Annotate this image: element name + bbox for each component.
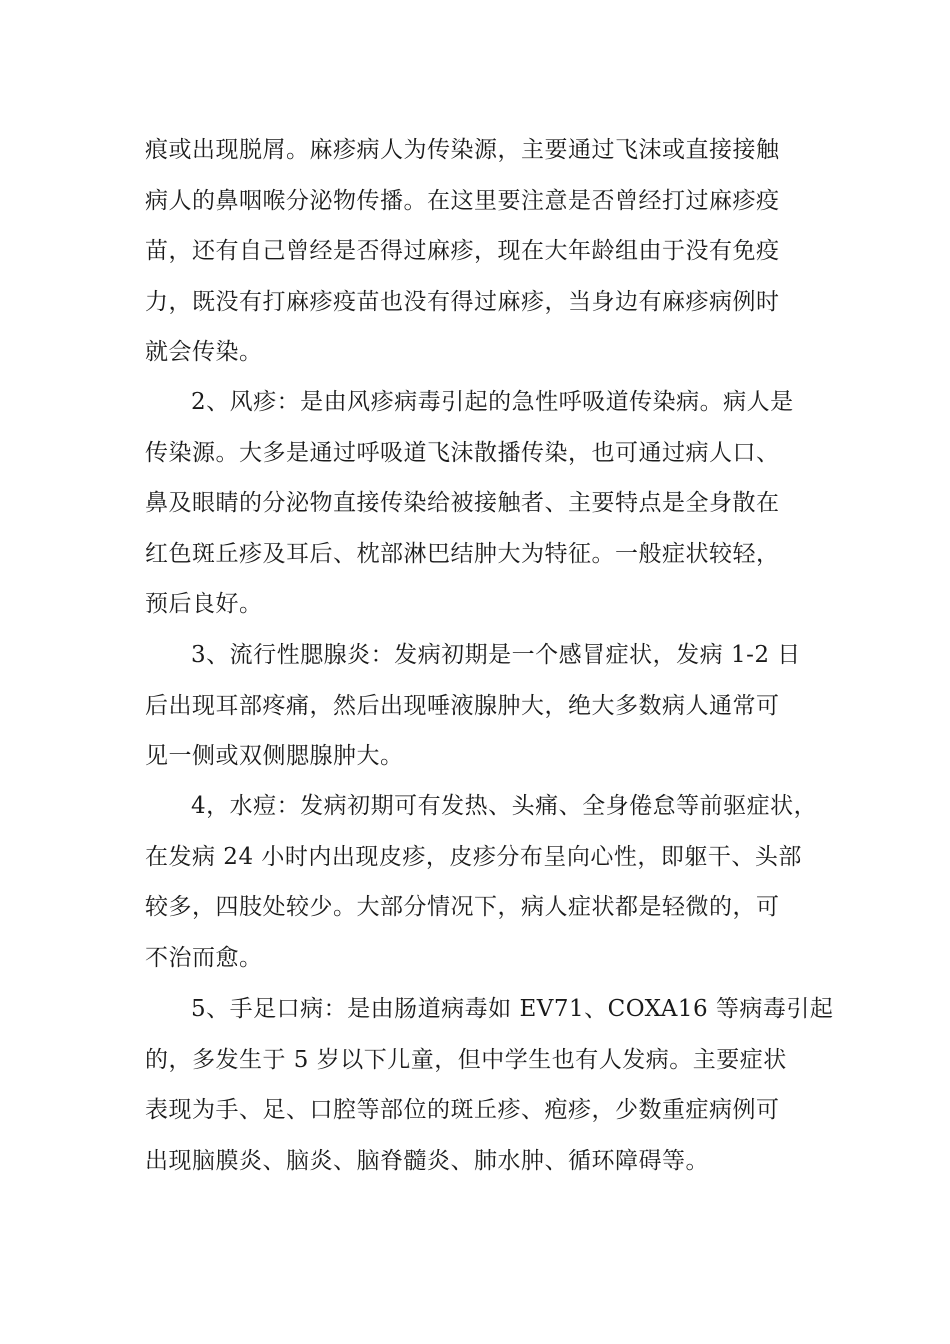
text-line: 的，多发生于 5 岁以下儿童，但中学生也有人发病。主要症状: [145, 1046, 787, 1073]
text-line: 预后良好。: [145, 591, 263, 617]
paragraph-chickenpox: [145, 781, 818, 983]
paragraph-measles-continued: [145, 125, 810, 378]
text-line: 鼻及眼睛的分泌物直接传染给被接触者、主要特点是全身散在: [145, 490, 780, 516]
text-line: 3、流行性腮腺炎：发病初期是一个感冒症状，发病 1-2 日: [191, 642, 801, 668]
text-line: 4，水痘：发病初期可有发热、头痛、全身倦怠等前驱症状，: [191, 793, 818, 819]
text-line: 出现脑膜炎、脑炎、脑脊髓炎、肺水肿、循环障碍等。: [145, 1147, 709, 1174]
text-line: 后出现耳部疼痛，然后出现唾液腺肿大，绝大多数病人通常可: [145, 692, 780, 719]
text-line: 苗，还有自己曾经是否得过麻疹，现在大年龄组由于没有免疫: [145, 238, 780, 264]
text-line: 病人的鼻咽喉分泌物传播。在这里要注意是否曾经打过麻疹疫: [145, 187, 780, 214]
text-line: 传染源。大多是通过呼吸道飞沫散播传染，也可通过病人口、: [145, 439, 780, 466]
text-line: 红色斑丘疹及耳后、枕部淋巴结肿大为特征。一般症状较轻，: [145, 540, 780, 567]
text-line: 就会传染。: [145, 339, 263, 365]
text-line: 5、手足口病：是由肠道病毒如 EV71、COXA16 等病毒引起: [191, 996, 834, 1022]
text-line: 不治而愈。: [145, 944, 263, 971]
text-line: 痕或出现脱屑。麻疹病人为传染源，主要通过飞沫或直接接触: [145, 137, 780, 163]
text-line: 2、风疹：是由风疹病毒引起的急性呼吸道传染病。病人是: [191, 389, 794, 415]
text-line: 力，既没有打麻疹疫苗也没有得过麻疹，当身边有麻疹病例时: [145, 288, 780, 315]
paragraph-rubella: [145, 377, 810, 630]
text-line: 表现为手、足、口腔等部位的斑丘疹、疱疹，少数重症病例可: [145, 1097, 780, 1123]
paragraph-hand-foot-mouth: [145, 984, 834, 1186]
text-line: 见一侧或双侧腮腺肿大。: [145, 743, 404, 769]
paragraph-mumps: [145, 630, 810, 782]
text-line: 在发病 24 小时内出现皮疹，皮疹分布呈向心性，即躯干、头部: [145, 843, 802, 870]
text-line: 较多，四肢处较少。大部分情况下，病人症状都是轻微的，可: [145, 894, 780, 920]
